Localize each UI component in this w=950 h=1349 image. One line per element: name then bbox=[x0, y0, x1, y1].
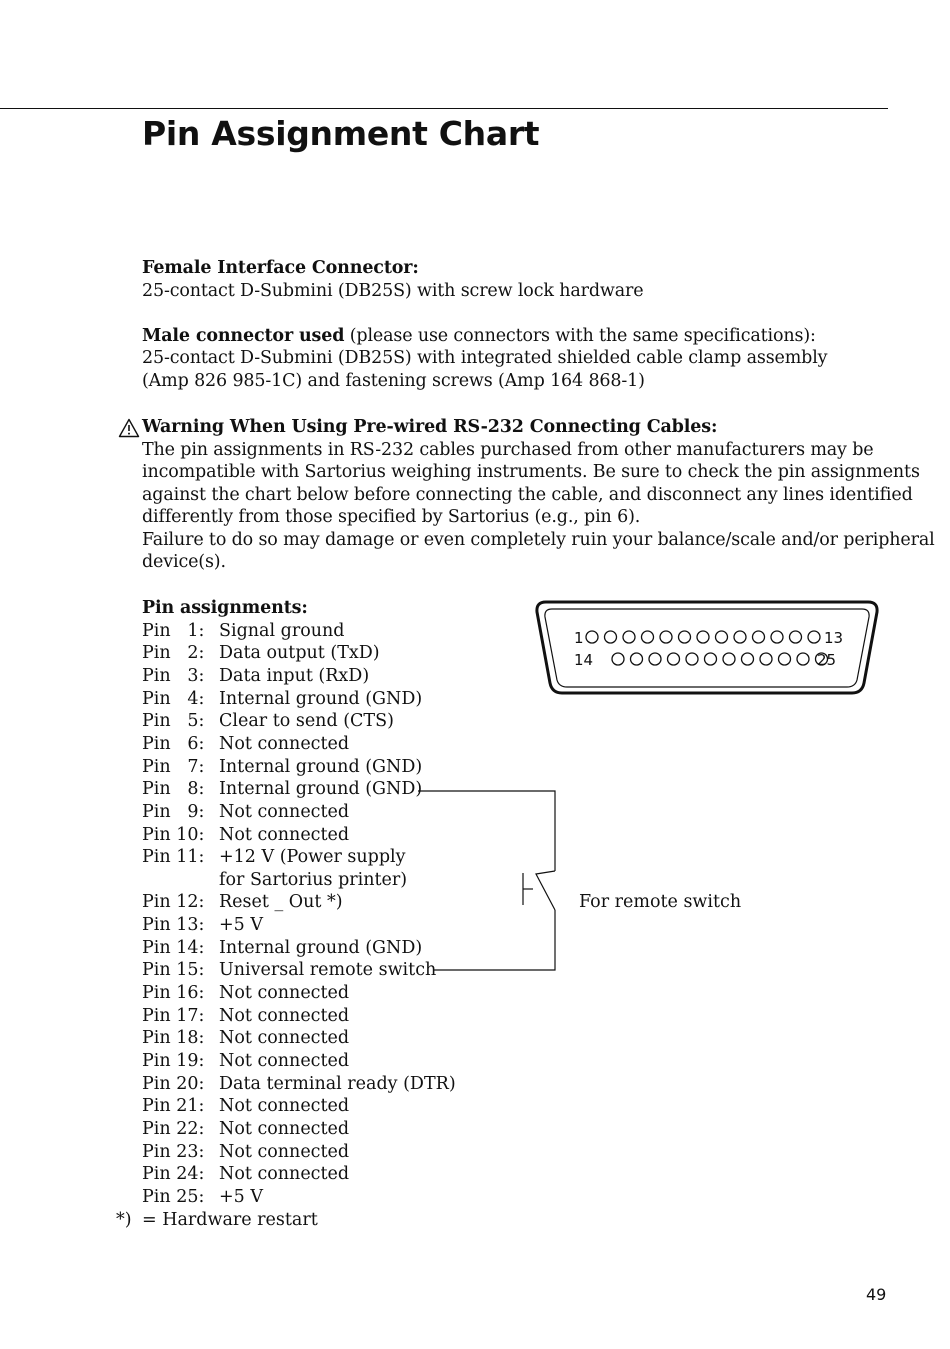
warning-line: Failure to do so may damage or even completely ruin your balance/scale and/or peripheral bbox=[142, 530, 935, 550]
pin-number: Pin 8: bbox=[142, 779, 205, 799]
pin-description: Internal ground (GND) bbox=[219, 779, 423, 799]
connector-label-13: 13 bbox=[824, 629, 844, 647]
switch-contact bbox=[536, 871, 555, 910]
pin-description: +12 V (Power supply bbox=[219, 847, 406, 867]
pin-number: Pin 23: bbox=[142, 1142, 205, 1162]
connector-pin-holes bbox=[586, 631, 828, 665]
pin-number: Pin 12: bbox=[142, 892, 205, 912]
remote-switch-wiring bbox=[400, 770, 600, 990]
warning-line: against the chart below before connecting the cable, and disconnect any lines identified bbox=[142, 485, 913, 505]
connector-label-25: 25 bbox=[817, 651, 837, 669]
pin-number: Pin 3: bbox=[142, 666, 205, 686]
pin-number: Pin 13: bbox=[142, 915, 205, 935]
pin-description: Not connected bbox=[219, 983, 350, 1003]
pin-15-lead bbox=[434, 910, 555, 970]
connector-label-14: 14 bbox=[574, 651, 594, 669]
pin-description: Not connected bbox=[219, 1096, 350, 1116]
pin-number: Pin 21: bbox=[142, 1096, 205, 1116]
pin-description: Internal ground (GND) bbox=[219, 689, 423, 709]
male-connector-line-3: (Amp 826 985-1C) and fastening screws (Amp 164 868-1) bbox=[142, 371, 645, 391]
page-number: 49 bbox=[866, 1285, 887, 1304]
pin-number: Pin 15: bbox=[142, 960, 205, 980]
pin-8-lead bbox=[418, 791, 555, 871]
pin-number: Pin 9: bbox=[142, 802, 205, 822]
pin-description: Internal ground (GND) bbox=[219, 938, 423, 958]
pin-description: Not connected bbox=[219, 1006, 350, 1026]
pin-number: Pin 16: bbox=[142, 983, 205, 1003]
page-title: Pin Assignment Chart bbox=[142, 114, 540, 153]
pin-description: Not connected bbox=[219, 1142, 350, 1162]
pin-description: Not connected bbox=[219, 734, 350, 754]
pin-number: Pin 1: bbox=[142, 621, 205, 641]
pin-description: Not connected bbox=[219, 1028, 350, 1048]
warning-line: incompatible with Sartorius weighing instruments. Be sure to check the pin assignments bbox=[142, 462, 920, 482]
pin-description: Universal remote switch bbox=[219, 960, 437, 980]
pin-number: Pin 22: bbox=[142, 1119, 205, 1139]
pin-number: Pin 20: bbox=[142, 1074, 205, 1094]
pin-description: Data terminal ready (DTR) bbox=[219, 1074, 456, 1094]
male-connector-heading-line bbox=[142, 325, 816, 348]
female-connector-text: 25-contact D-Submini (DB25S) with screw lock hardware bbox=[142, 281, 644, 301]
warning-triangle-icon bbox=[118, 418, 140, 438]
pin-description: Internal ground (GND) bbox=[219, 757, 423, 777]
pin-number: Pin 24: bbox=[142, 1164, 205, 1184]
pin-description: +5 V bbox=[219, 1187, 263, 1207]
pin-number: Pin 6: bbox=[142, 734, 205, 754]
pin-number: Pin 25: bbox=[142, 1187, 205, 1207]
pin-description: for Sartorius printer) bbox=[219, 870, 408, 890]
pin-description: Not connected bbox=[219, 825, 350, 845]
pin-number: Pin 2: bbox=[142, 643, 205, 663]
pin-number: Pin 5: bbox=[142, 711, 205, 731]
pin-number: Pin 19: bbox=[142, 1051, 205, 1071]
db25-connector-diagram bbox=[534, 600, 880, 696]
pin-description: Clear to send (CTS) bbox=[219, 711, 394, 731]
male-connector-heading-rest: (please use connectors with the same specifications): bbox=[344, 326, 816, 346]
pin-description: Signal ground bbox=[219, 621, 345, 641]
pin-number: Pin 11: bbox=[142, 847, 205, 867]
pin-description: Not connected bbox=[219, 1119, 350, 1139]
top-rule bbox=[0, 108, 888, 109]
footnote-mark: *) bbox=[116, 1210, 132, 1230]
connector-inner-face bbox=[545, 609, 869, 687]
male-connector-heading: Male connector used bbox=[142, 326, 345, 346]
pin-number: Pin 10: bbox=[142, 825, 205, 845]
pin-description: Not connected bbox=[219, 1051, 350, 1071]
pin-number: Pin 4: bbox=[142, 689, 205, 709]
pin-number: Pin 14: bbox=[142, 938, 205, 958]
pin-description: Not connected bbox=[219, 1164, 350, 1184]
remote-switch-label: For remote switch bbox=[579, 892, 742, 912]
connector-outer-shell bbox=[537, 602, 877, 693]
warning-line: The pin assignments in RS-232 cables purchased from other manufacturers may be bbox=[142, 440, 874, 460]
pin-number: Pin 17: bbox=[142, 1006, 205, 1026]
pin-description: Not connected bbox=[219, 802, 350, 822]
female-connector-heading: Female Interface Connector: bbox=[142, 258, 419, 278]
warning-heading: Warning When Using Pre-wired RS-232 Connecting Cables: bbox=[142, 417, 718, 437]
pin-number: Pin 7: bbox=[142, 757, 205, 777]
male-connector-line-2: 25-contact D-Submini (DB25S) with integrated shielded cable clamp assembly bbox=[142, 348, 828, 368]
warning-line: differently from those specified by Sartorius (e.g., pin 6). bbox=[142, 507, 641, 527]
footnote-text: = Hardware restart bbox=[142, 1210, 318, 1230]
connector-label-1: 1 bbox=[574, 629, 584, 647]
pin-assignments-heading: Pin assignments: bbox=[142, 598, 308, 618]
warning-line: device(s). bbox=[142, 552, 226, 572]
pin-description: Data input (RxD) bbox=[219, 666, 370, 686]
pin-description: Reset _ Out *) bbox=[219, 892, 343, 912]
pin-description: +5 V bbox=[219, 915, 263, 935]
pin-description: Data output (TxD) bbox=[219, 643, 380, 663]
pin-number: Pin 18: bbox=[142, 1028, 205, 1048]
